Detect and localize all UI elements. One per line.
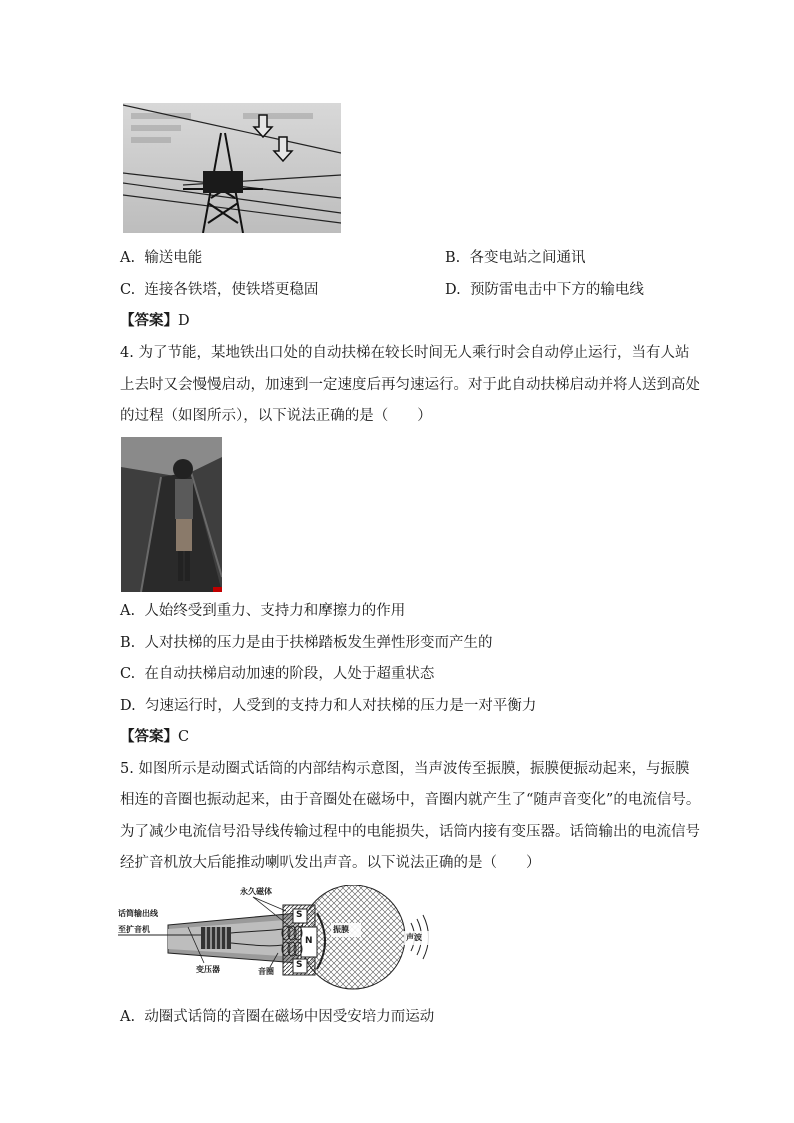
microphone-diagram [118, 885, 448, 990]
q5-option-a: A. 动圈式话筒的音圈在磁场中因受安培力而运动 [120, 1009, 435, 1025]
q4-answer: 【答案】C [120, 728, 190, 745]
label-pole-n: N [305, 936, 313, 946]
q4-option-a: A. 人始终受到重力、支持力和摩擦力的作用 [120, 603, 406, 619]
q3-option-c: C. 连接各铁塔，使铁塔更稳固 [120, 282, 319, 298]
q3-option-d: D. 预防雷电击中下方的输电线 [445, 282, 644, 298]
label-permanent-magnet: 永久磁体 [240, 887, 272, 896]
q5-stem-line-1: 5. 如图所示是动圈式话筒的内部结构示意图，当声波传至振膜，振膜便振动起来，与振膜 [120, 761, 690, 777]
microphone-structure-illustration [118, 885, 448, 990]
label-sound-wave: 声波 [406, 933, 422, 942]
q3-answer: 【答案】D [120, 312, 190, 329]
label-transformer: 变压器 [196, 965, 220, 974]
label-pole-s-bottom: S [296, 960, 303, 970]
label-voice-coil: 音圈 [258, 967, 274, 976]
q3-option-b: B. 各变电站之间通讯 [445, 250, 586, 266]
q4-stem-line-1: 4. 为了节能，某地铁出口处的自动扶梯在较长时间无人乘行时会自动停止运行，当有人站 [120, 345, 690, 361]
label-output-line: 话筒输出线 [118, 909, 158, 918]
q4-option-b: B. 人对扶梯的压力是由于扶梯踏板发生弹性形变而产生的 [120, 635, 493, 651]
q4-stem-line-2: 上去时又会慢慢启动，加速到一定速度后再匀速运行。对于此自动扶梯启动并将人送到高处 [120, 377, 700, 393]
q4-option-c: C. 在自动扶梯启动加速的阶段，人处于超重状态 [120, 666, 435, 682]
q5-stem-line-3: 为了减少电流信号沿导线传输过程中的电能损失，话筒内接有变压器。话筒输出的电流信号 [120, 824, 700, 840]
q3-option-a: A. 输送电能 [120, 250, 203, 266]
escalator-illustration [121, 437, 222, 592]
power-tower-photo [123, 103, 341, 233]
q5-stem-line-2: 相连的音圈也振动起来，由于音圈处在磁场中，音圈内就产生了“随声音变化”的电流信号。 [120, 792, 701, 808]
label-to-amplifier: 至扩音机 [118, 925, 150, 934]
q4-stem-line-3: 的过程（如图所示），以下说法正确的是（ ） [120, 408, 432, 424]
escalator-photo [121, 437, 222, 592]
q4-option-d: D. 匀速运行时，人受到的支持力和人对扶梯的压力是一对平衡力 [120, 698, 537, 714]
label-diaphragm: 振膜 [333, 925, 349, 934]
q5-stem-line-4: 经扩音机放大后能推动喇叭发出声音。以下说法正确的是（ ） [120, 855, 541, 871]
label-pole-s-top: S [296, 910, 303, 920]
power-tower-illustration [123, 103, 341, 233]
